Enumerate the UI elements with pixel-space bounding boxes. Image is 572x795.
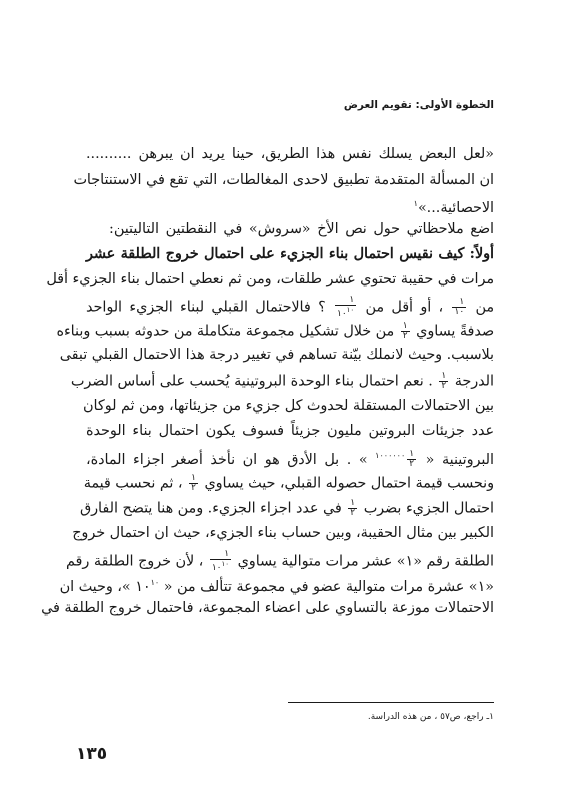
frac-den: ٢ xyxy=(441,381,447,391)
text-line-8 xyxy=(56,321,494,341)
power-base: ١٠ xyxy=(135,578,151,595)
frac-num: ١ xyxy=(191,473,196,483)
text-min: من xyxy=(475,299,495,316)
text-chance: صدفةً يساوي xyxy=(416,323,494,340)
fraction-1-2-pow-million xyxy=(407,450,416,469)
text-line-17 xyxy=(66,549,494,573)
text-through: من خلال تشكيل مجموعة متكاملة من حدوثه بسبب وبناءه xyxy=(56,323,395,340)
fraction-1-2 xyxy=(401,322,410,341)
text-line-18 xyxy=(59,575,494,595)
running-header: الخطوة الأولى: تقويم العرض xyxy=(343,99,494,111)
text-line-1: «لعل البعض يسلك نفس هذا الطريق، حينا يريد ان يبرهن .......... xyxy=(86,146,494,162)
footnote-ref: ١ xyxy=(413,199,418,208)
frac-den: ٢ xyxy=(402,331,408,341)
text-line-5 xyxy=(86,246,494,264)
text-line-16: الكبير بين مثال الحقيبة، وبين حساب بناء الجزيء، حيث ان احتمال خروج xyxy=(72,525,494,541)
text-since: »، وحيث ان xyxy=(59,578,131,595)
frac-den-base: ٢ xyxy=(409,459,415,470)
fraction-1-10 xyxy=(452,298,466,317)
text-because: ، لأن خروج الطلقة رقم xyxy=(66,553,204,570)
quote-end: الاحصائية...» xyxy=(417,199,494,216)
frac-den xyxy=(407,460,416,469)
frac-den xyxy=(210,560,231,573)
ten-pow-ten xyxy=(135,579,159,595)
text-or-less: ، أو أقل من xyxy=(365,299,444,316)
frac-den: ٢ xyxy=(191,483,196,493)
text-bullet: الطلقة رقم «١» عشر مرات متوالية يساوي xyxy=(237,553,494,570)
text-count: في عدد اجزاء الجزيء. ومن هنا يتضح الفارق xyxy=(80,500,342,517)
frac-exponent: ١٠ xyxy=(221,560,230,568)
frac-num: ١ xyxy=(210,550,231,560)
frac-den-base: ١٠ xyxy=(337,309,347,319)
page-number: ١٣٥ xyxy=(76,744,108,764)
footnote: ١ـ راجع، ص٥٧ ، من هذه الدراسة. xyxy=(367,712,494,722)
text-line-3 xyxy=(414,196,494,214)
text-line-14 xyxy=(83,473,494,493)
frac-exponent: ١٠ xyxy=(346,306,355,314)
text-compute: ونحسب قيمة احتمال حصوله القبلي، حيث يساوي xyxy=(204,475,494,492)
text-line-2: ان المسألة المتقدمة تطبيق لاحدى المغالطات، التي تقع في الاستنتاجات xyxy=(73,172,494,188)
text-degree: الدرجة xyxy=(454,373,494,390)
text-line-19: الاحتمالات موزعة بالتساوي على اعضاء المجموعة، فاحتمال خروج الطلقة في xyxy=(41,600,494,616)
fraction-1-10pow10 xyxy=(210,550,231,573)
footnote-divider xyxy=(288,702,494,703)
frac-num-one: ١ xyxy=(409,449,415,460)
text-line-15 xyxy=(80,498,494,518)
frac-num: ١ xyxy=(350,498,356,508)
text-line-6: مرات في حقيبة تحتوي عشر طلقات، ومن ثم نعطي احتمال بناء الجزيء أقل xyxy=(46,271,494,287)
text-line-7 xyxy=(86,295,495,319)
text-prior: ؟ فالاحتمال القبلي لبناء الجزيء الواحد xyxy=(86,299,326,316)
text-yes: . نعم احتمال بناء الوحدة البروتينية يُحسب على أساس الضرب xyxy=(70,373,433,390)
frac-num: ١ xyxy=(441,371,447,381)
text-line-9: بلاسبب. وحيث لانملك بيّنة تساهم في تغيير درجة هذا الاحتمال القبلي تبقى xyxy=(59,347,494,363)
frac-den xyxy=(335,306,356,319)
text-member: «١» عشرة مرات متوالية عضو في مجموعة تتألف من « xyxy=(163,578,494,595)
text-line-13 xyxy=(86,448,495,470)
fraction-1-2b xyxy=(439,372,448,391)
text-line-4: اضع ملاحظاتي حول نص الأخ «سروش» في النقطتين التاليتين: xyxy=(109,221,494,237)
text-line-12: عدد جزيئات البروتين مليون جزيئاً فسوف يكون احتمال بناء الوحدة xyxy=(86,423,494,439)
power-exponent: ١٠ xyxy=(150,578,160,587)
point-one-label: أولاً: كيف نقيس احتمال بناء الجزيء على احتمال خروج الطلقة عشر xyxy=(86,246,494,262)
text-more-precise: » . بل الأدق هو ان نأخذ أصغر اجزاء المادة، xyxy=(86,451,368,468)
frac-num: ١ xyxy=(452,298,466,308)
frac-den-base: ١٠ xyxy=(211,563,222,573)
million-exponent: ١٠٠٠٠٠٠ xyxy=(375,451,406,460)
frac-den: ٢ xyxy=(350,508,356,518)
fraction-1-2c xyxy=(189,474,198,493)
fraction-1-2d xyxy=(348,499,357,518)
frac-num: ١ xyxy=(402,321,408,331)
frac-num: ١ xyxy=(335,296,356,306)
text-line-11: بين الاحتمالات المستقلة لحدوث كل جزيء من جزيئاتها، ومن ثم لوكان xyxy=(83,398,494,414)
text-protein: البروتينية « xyxy=(425,451,495,468)
text-then: ، ثم نحسب قيمة xyxy=(83,475,183,492)
text-multiply: احتمال الجزيء بضرب xyxy=(363,500,494,517)
fraction-1-10pow xyxy=(335,296,356,319)
text-line-10 xyxy=(70,371,494,391)
frac-den: ١٠ xyxy=(454,307,465,317)
